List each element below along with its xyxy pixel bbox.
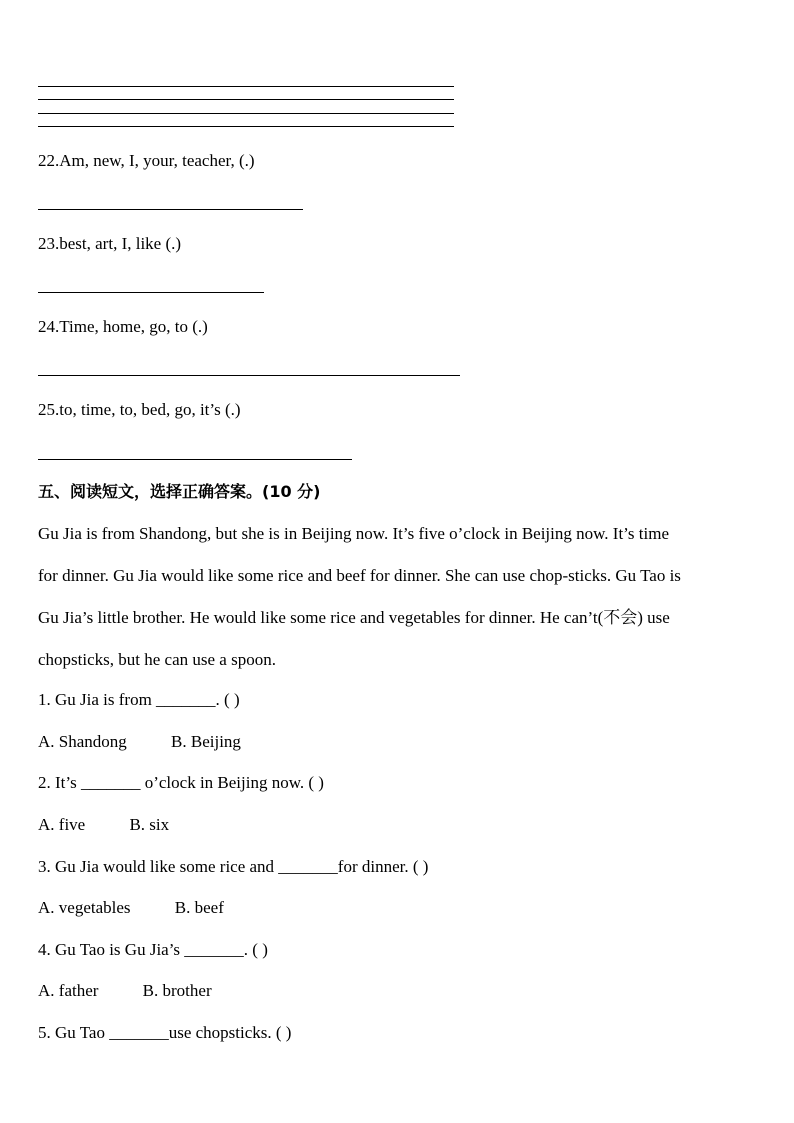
answer-line [38,99,454,100]
question-22: 22.Am, new, I, your, teacher, (.) [38,151,255,170]
passage-line: chopsticks, but he can use a spoon. [38,650,276,669]
answer-line-25 [38,459,352,460]
answer-line [38,86,454,87]
reading-question-3: 3. Gu Jia would like some rice and _______for dinner. ( ) [38,857,429,876]
section-heading: 五、阅读短文，选择正确答案。(10 分) [38,482,321,501]
question-25: 25.to, time, to, bed, go, it’s (.) [38,400,241,419]
answer-line-24 [38,375,460,376]
option-a: A. Shandong [38,732,127,751]
options-3 [38,898,224,918]
answer-line [38,126,454,127]
passage-line: Gu Jia’s little brother. He would like some rice and vegetables for dinner. He can’t(不会) use [38,608,670,627]
options-2 [38,815,169,835]
passage-line: for dinner. Gu Jia would like some rice and beef for dinner. She can use chop-sticks. Gu Tao is [38,566,681,585]
reading-question-2: 2. It’s _______ o’clock in Beijing now. ( ) [38,773,324,792]
reading-question-4: 4. Gu Tao is Gu Jia’s _______. ( ) [38,940,268,959]
option-b: B. Beijing [171,732,241,751]
option-b: B. beef [174,898,224,917]
question-24: 24.Time, home, go, to (.) [38,317,208,336]
answer-line-23 [38,292,264,293]
option-a: A. five [38,815,86,834]
option-b: B. brother [142,981,212,1000]
option-a: A. vegetables [38,898,131,917]
reading-passage [38,513,758,681]
options-1 [38,732,241,752]
reading-question-5: 5. Gu Tao _______use chopsticks. ( ) [38,1023,292,1042]
options-4 [38,981,212,1001]
answer-line-22 [38,209,303,210]
option-a: A. father [38,981,99,1000]
passage-line: Gu Jia is from Shandong, but she is in Beijing now. It’s five o’clock in Beijing now. It’s time [38,524,669,543]
option-b: B. six [129,815,170,834]
reading-question-1: 1. Gu Jia is from _______. ( ) [38,690,240,709]
question-23: 23.best, art, I, like (.) [38,234,182,253]
answer-line [38,113,454,114]
